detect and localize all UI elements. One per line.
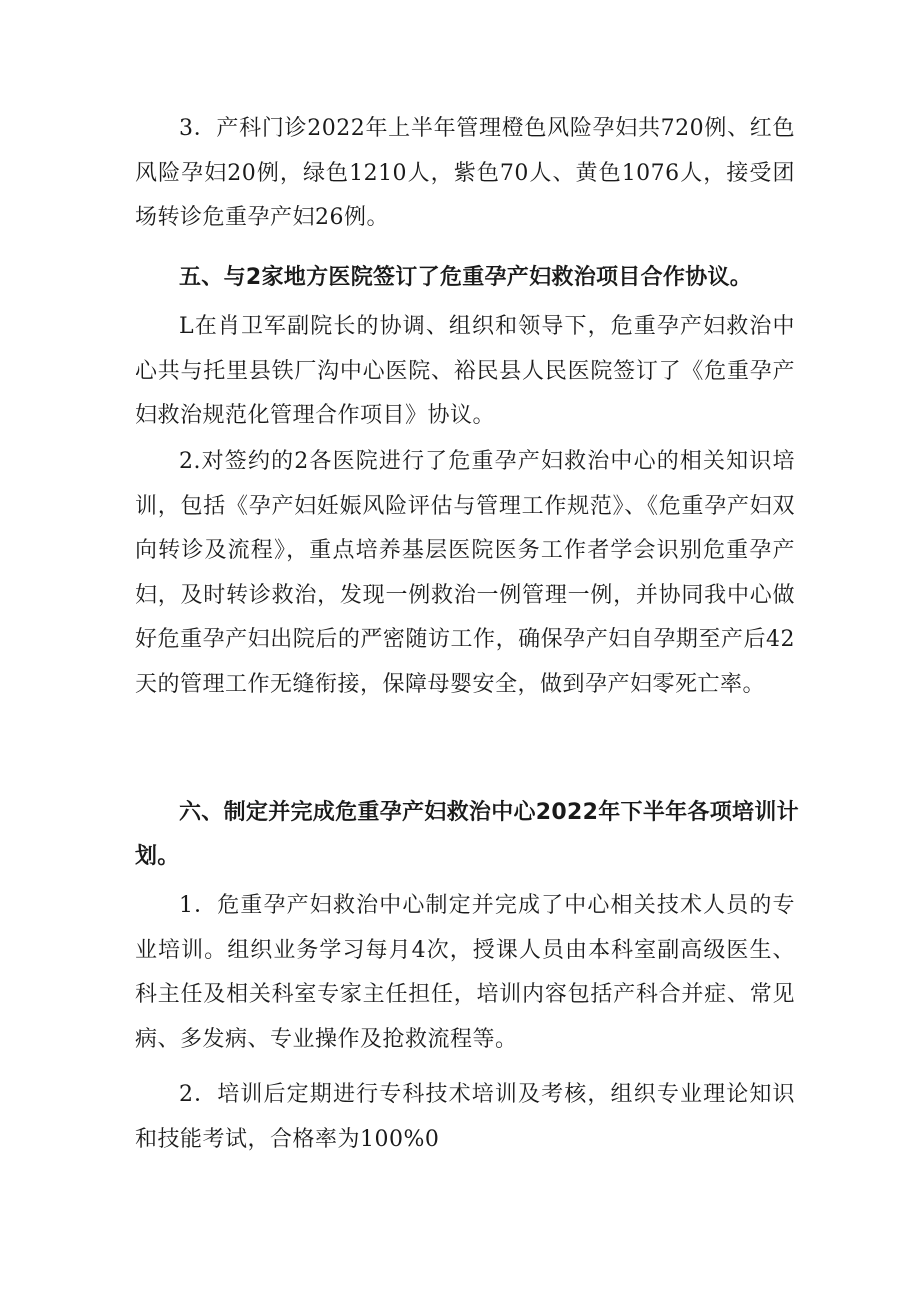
paragraph-cooperation-agreement: L在肖卫军副院长的协调、组织和领导下，危重孕产妇救治中心共与托里县铁厂沟中心医院、裕民县人民医院签订了《危重孕产妇救治规范化管理合作项目》协议。 xyxy=(135,314,795,429)
paragraph-professional-training: 1．危重孕产妇救治中心制定并完成了中心相关技术人员的专业培训。组织业务学习每月4次，授课人员由本科室副高级医生、科主任及相关科室专家主任担任，培训内容包括产科合并症、常见病、多发病、专业操作及抢救流程等。 xyxy=(135,893,795,1052)
paragraph-outpatient-risk-stats: 3．产科门诊2022年上半年管理橙色风险孕妇共720例、红色风险孕妇20例，绿色1210人，紫色70人、黄色1076人，接受团场转诊危重孕产妇26例。 xyxy=(135,116,795,231)
section-heading-six: 六、制定并完成危重孕产妇救治中心2022年下半年各项培训计划。 xyxy=(135,800,799,869)
paragraph-knowledge-training: 2.对签约的2各医院进行了危重孕产妇救治中心的相关知识培训，包括《孕产妇妊娠风险评估与管理工作规范》、《危重孕产妇双向转诊及流程》，重点培养基层医院医务工作者学会识别危重孕产妇，及时转诊救治，发现一例救治一例管理一例，并协同我中心做好危重孕产妇出院后的严密随访工作，确保孕产妇自孕期至产后42天的管理工作无缝衔接，保障母婴安全，做到孕产妇零死亡率。 xyxy=(135,449,795,697)
section-heading-five: 五、与2家地方医院签订了危重孕产妇救治项目合作协议。 xyxy=(179,265,753,290)
paragraph-assessment-pass-rate: 2．培训后定期进行专科技术培训及考核，组织专业理论知识和技能考试，合格率为100%0 xyxy=(135,1082,795,1152)
